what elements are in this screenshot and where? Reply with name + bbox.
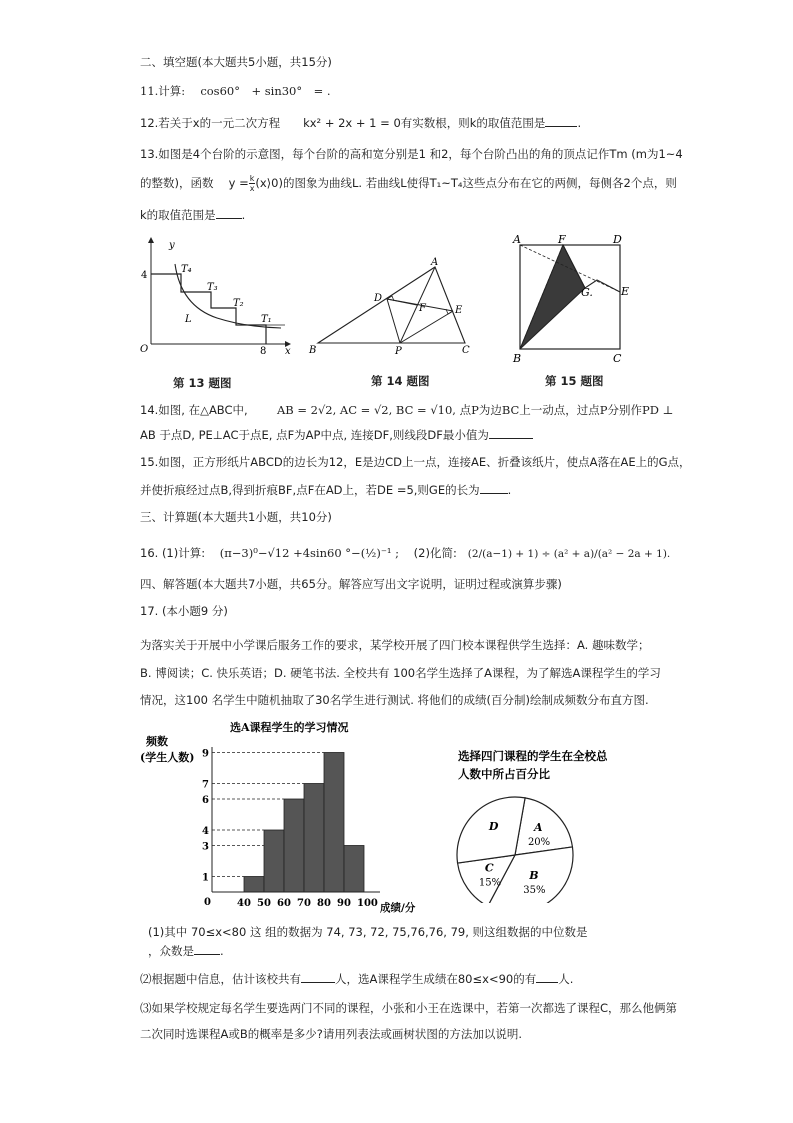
pie-value-B: 35% xyxy=(523,885,546,897)
fig13-label-l: L xyxy=(185,314,192,325)
fig15-label-c: C xyxy=(613,352,622,365)
q14-stem: 14.如图, 在△ABC中, xyxy=(140,403,248,417)
q17-total-blank[interactable] xyxy=(301,970,335,983)
q16-line xyxy=(140,545,670,562)
q12-end: . xyxy=(577,116,582,130)
fig13-label-8: 8 xyxy=(260,346,267,357)
q17-paragraph-1: 为落实关于开展中小学课后服务工作的要求，某学校开展了四门校本课程供学生选择：A. 趣味数学； xyxy=(140,638,650,652)
q14-question: AB 于点D, PE⊥AC于点E, 点F为AP中点, 连接DF,则线段DF最小值为 xyxy=(140,428,489,442)
histogram-ylabel-line2: (学生人数) xyxy=(140,751,195,764)
histogram-xtick-40: 40 xyxy=(237,898,251,909)
q12-stem: 12.若关于x的一元二次方程 kx² + 2x + 1 = 0有实数根，则k的取值范围是 xyxy=(140,116,546,130)
fig14-label-p: P xyxy=(395,346,402,357)
q13-frac-num: k xyxy=(249,174,255,183)
fig15-label-g: G. xyxy=(581,286,593,299)
histogram-xtick-50: 50 xyxy=(257,898,271,909)
histogram-ytick-1: 1 xyxy=(202,872,209,884)
fig13-label-o: O xyxy=(140,344,149,355)
q17-sub2-text-b: 人，选A课程学生成绩在80≤x<90的有 xyxy=(335,972,537,986)
q14-line2 xyxy=(140,426,533,443)
fig14-label-c: C xyxy=(462,345,470,356)
fig13-staircase-graph xyxy=(135,232,300,357)
fig14-label-d: D xyxy=(374,293,383,304)
q12-answer-blank[interactable] xyxy=(545,114,577,127)
fig14-segment-pe xyxy=(400,311,453,343)
q16-part1-label: 16. (1)计算: xyxy=(140,546,206,560)
histogram-ytick-7: 7 xyxy=(202,779,209,791)
q17-sub3-line2: 二次同时选课程A或B的概率是多少?请用列表法或画树状图的方法加以说明. xyxy=(140,1027,523,1041)
histogram-bar-50-60 xyxy=(264,830,284,892)
histogram-title: 选A课程学生的学习情况 xyxy=(230,721,349,734)
q13-function-suffix: (x⟩0)的图象为曲线L. 若曲线L使得T₁~T₄这些点分布在它的两侧，每侧各2个点，则 xyxy=(255,176,677,190)
histogram-xtick-100: 100 xyxy=(357,898,378,909)
fig15-label-d: D xyxy=(613,233,622,246)
fig13-label-t3: T₃ xyxy=(207,282,218,293)
fig14-label-a: A xyxy=(431,257,439,268)
pie-label-B: B xyxy=(529,869,539,883)
histogram-ytick-6: 6 xyxy=(202,795,209,806)
q17-sub3-line1: ⑶如果学校规定每名学生要选两门不同的课程，小张和小王在选课中，若第一次都选了课程C，那么他俩第 xyxy=(140,1001,678,1015)
fig13-label-t2: T₂ xyxy=(233,298,244,309)
pie-value-C: 15% xyxy=(478,877,502,889)
fig15-caption: 第 15 题图 xyxy=(545,374,604,388)
fig14-segment-df xyxy=(387,299,417,305)
fig15-label-e: E xyxy=(621,285,630,298)
fig15-label-a: A xyxy=(513,233,521,246)
histogram-xtick-60: 60 xyxy=(277,898,291,909)
q13-line3-end: . xyxy=(241,208,246,222)
q13-line3 xyxy=(140,206,245,223)
q16-simplify-expression: (2/(a−1) + 1) ÷ (a² + a)/(a² − 2a + 1). xyxy=(467,548,671,560)
fig14-caption: 第 14 题图 xyxy=(371,374,430,388)
pie-title-line1: 选择四门课程的学生在全校总 xyxy=(458,749,608,763)
section-2-heading: 二、填空题(本大题共5小题，共15分) xyxy=(140,55,332,69)
q13-line3-stem: k的取值范围是 xyxy=(140,208,216,222)
fig15-folded-square xyxy=(505,232,635,367)
q17-sub1 xyxy=(148,924,588,940)
q17-paragraph-3: 情况，这100 名学生中随机抽取了30名学生进行测试. 将他们的成绩(百分制)绘制成频数分布直方图. xyxy=(140,693,649,707)
pie-label-C: C xyxy=(484,861,494,875)
fig13-label-x: x xyxy=(285,346,291,357)
histogram-xtick-80: 80 xyxy=(317,898,331,909)
histogram-bar-40-50 xyxy=(244,877,264,893)
q17-paragraph-2: B. 博阅读；C. 快乐英语；D. 硬笔书法. 全校共有 100名学生选择了A课程，为了解选A课程学生的学习 xyxy=(140,666,661,680)
histogram-ylabel-line1: 频数 xyxy=(146,735,168,748)
histogram-xlabel: 成绩/分 xyxy=(380,902,416,914)
histogram-ytick-9: 9 xyxy=(202,748,209,760)
fig14-triangle xyxy=(305,255,485,360)
q17-sub2 xyxy=(140,970,573,987)
q13-answer-blank[interactable] xyxy=(216,206,242,219)
q13-line1: 13.如图是4个台阶的示意图，每个台阶的高和宽分别是1 和2，每个台阶凸出的角的顶点记作Tm (m为1~4 xyxy=(140,147,683,161)
histogram-bar-60-70 xyxy=(284,799,304,892)
fig14-triangle-abc xyxy=(318,267,465,343)
q17-mode-blank[interactable] xyxy=(194,942,220,955)
pie-value-A: 20% xyxy=(527,836,551,848)
histogram-bar-90-100 xyxy=(344,846,364,893)
histogram-chart xyxy=(140,715,430,915)
fig14-segment-pd xyxy=(387,299,400,343)
fig14-label-e: E xyxy=(455,305,463,316)
q15-line1: 15.如图，正方形纸片ABCD的边长为12，E是边CD上一点，连接AE、折叠该纸片，使点A落在AE上的G点， xyxy=(140,455,691,469)
histogram-ytick-3: 3 xyxy=(202,841,209,853)
fig13-caption: 第 13 题图 xyxy=(173,376,232,390)
histogram-xtick-90: 90 xyxy=(337,898,351,909)
q17-sub2-text-a: ⑵根据题中信息，估计该校共有 xyxy=(140,972,301,986)
pie-label-A: A xyxy=(533,820,543,834)
q11-text: 11.计算: cos60° + sin30° = . xyxy=(140,84,331,98)
q17-sub1-end: . xyxy=(220,944,224,958)
pie-title-line2: 人数中所占百分比 xyxy=(458,767,550,781)
q16-expression: (π−3)⁰−√12 +4sin60 °−(½)⁻¹ ; xyxy=(219,546,400,560)
q12-text xyxy=(140,114,581,131)
q17-title: 17. (本小题9 分) xyxy=(140,604,228,618)
fig15-label-b: B xyxy=(513,352,522,365)
q15-question: 并使折痕经过点B,得到折痕BF,点F在AD上，若DE =5,则GE的长为 xyxy=(140,483,480,497)
fig13-label-t1: T₁ xyxy=(261,314,272,325)
q13-frac-den: x xyxy=(249,184,255,193)
section-3-heading: 三、计算题(本大题共1小题，共10分) xyxy=(140,510,332,524)
pie-label-D: D xyxy=(488,820,499,834)
pie-chart xyxy=(450,738,650,903)
fig13-label-4: 4 xyxy=(141,270,148,281)
q17-sub1-cont xyxy=(148,942,224,959)
histogram-origin: 0 xyxy=(204,897,211,908)
q15-end: . xyxy=(507,483,512,497)
q13-line2 xyxy=(140,174,677,193)
q16-part2-label: (2)化简: xyxy=(413,546,457,560)
q17-count-blank[interactable] xyxy=(536,970,558,983)
histogram-bar-80-90 xyxy=(324,753,344,893)
fig15-label-f: F xyxy=(558,233,566,246)
q15-line2 xyxy=(140,481,511,498)
q13-function-prefix: 的整数)，函数 y = xyxy=(140,176,249,190)
fig14-label-b: B xyxy=(309,345,317,356)
histogram-bar-70-80 xyxy=(304,784,324,893)
q14-conditions: AB = 2√2, AC = √2, BC = √10, 点P为边BC上一动点，过点P分别作PD ⊥ xyxy=(276,403,674,417)
histogram-xtick-70: 70 xyxy=(297,898,311,909)
q17-sub2-text-c: 人. xyxy=(558,972,574,986)
q15-answer-blank[interactable] xyxy=(480,481,508,494)
section-4-heading: 四、解答题(本大题共7小题，共65分。解答应写出文字说明，证明过程或演算步骤) xyxy=(140,577,562,591)
q17-sub1-text: (1)其中 70≤x<80 这 组的数据为 74, 73, 72, 75,76,76, 79, 则这组数据的中位数是 xyxy=(148,925,588,939)
q14-answer-blank[interactable] xyxy=(489,426,533,439)
fig14-label-f: F xyxy=(419,303,426,314)
fig13-label-y: y xyxy=(169,240,175,251)
histogram-ytick-4: 4 xyxy=(202,826,209,837)
q14-line1 xyxy=(140,402,673,418)
q17-sub1-mode: ，众数是 xyxy=(148,944,194,958)
fig13-label-t4: T₄ xyxy=(181,264,192,275)
